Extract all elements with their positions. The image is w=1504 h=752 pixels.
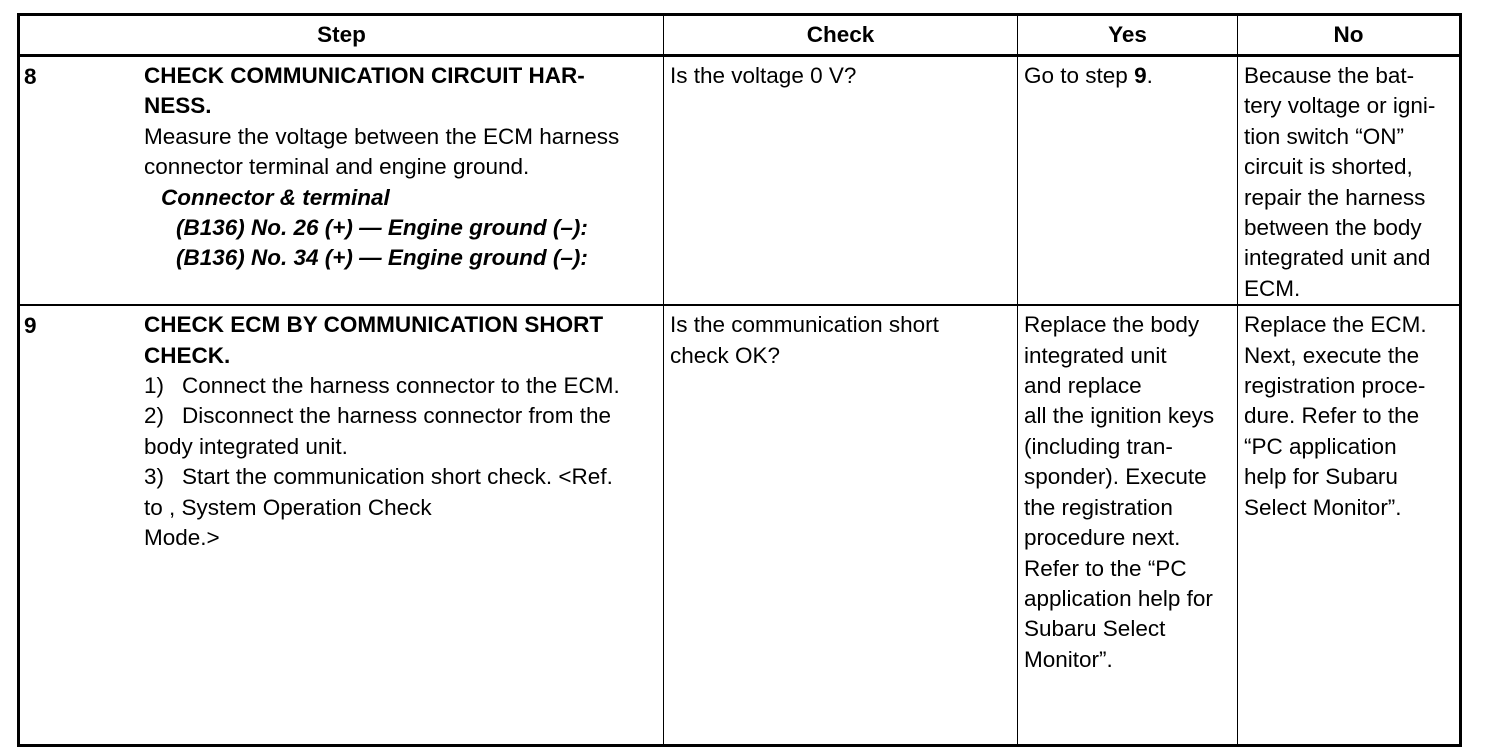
yes-text-line: Replace the body (1024, 312, 1200, 338)
yes-text-line: all the ignition keys (1024, 403, 1215, 429)
yes-text-line: (including tran- (1024, 433, 1173, 459)
yes-step-ref: 9 (1134, 63, 1147, 88)
procedure-step-number: 2) (144, 403, 165, 429)
no-text-line: “PC application (1244, 433, 1397, 459)
no-text-line: registration proce- (1244, 373, 1426, 399)
check-text-line: Is the voltage 0 V? (670, 63, 857, 88)
procedure-step-number: 1) (144, 373, 165, 399)
yes-text-line (1024, 61, 1231, 91)
yes-suffix: . (1146, 63, 1153, 88)
procedure-step-continuation: to , System Operation Check (144, 494, 432, 520)
header-yes: Yes (1018, 15, 1238, 56)
no-text-line: ECM. (1244, 275, 1301, 301)
step-cell (19, 56, 664, 306)
procedure-step-continuation: body integrated unit. (144, 433, 348, 459)
procedure-step-continuation: Mode.> (144, 525, 220, 551)
yes-text-line: sponder). Execute (1024, 464, 1207, 490)
terminal-line: (B136) No. 34 (+) — Engine ground (–): (176, 245, 588, 271)
header-row (19, 15, 1461, 56)
table-row (19, 56, 1461, 306)
connector-heading: Connector & terminal (161, 184, 390, 210)
procedure-step (144, 401, 659, 431)
no-text-line: repair the harness (1244, 184, 1426, 210)
step-number: 8 (24, 64, 37, 89)
header-step: Step (19, 15, 664, 56)
no-text-line: Next, execute the (1244, 342, 1420, 368)
no-text-line: help for Subaru (1244, 464, 1398, 490)
procedure-step (144, 371, 659, 401)
no-text-line: circuit is shorted, (1244, 154, 1413, 180)
yes-prefix: Go to step (1024, 63, 1135, 88)
step-title-line: CHECK. (144, 342, 231, 368)
step-content (144, 57, 663, 274)
no-text-line: Because the bat- (1244, 63, 1415, 88)
step-cell (19, 305, 664, 746)
step-title-line: CHECK ECM BY COMMUNICATION SHORT (144, 312, 604, 338)
yes-cell (1018, 56, 1238, 306)
no-cell (1238, 56, 1461, 306)
yes-text-line: the registration (1024, 494, 1173, 520)
no-text-line: between the body (1244, 215, 1422, 241)
step-number: 9 (24, 313, 37, 339)
yes-text-line: integrated unit (1024, 342, 1167, 368)
yes-text-line: and replace (1024, 373, 1142, 399)
yes-cell (1018, 305, 1238, 746)
procedure-step (144, 462, 659, 492)
step-title-line: CHECK COMMUNICATION CIRCUIT HAR- (144, 63, 585, 88)
header-no: No (1238, 15, 1461, 56)
yes-text-line: Refer to the “PC (1024, 555, 1187, 581)
header-check: Check (664, 15, 1018, 56)
no-text-line: tery voltage or igni- (1244, 93, 1436, 119)
no-cell (1238, 305, 1461, 746)
step-content (144, 306, 663, 553)
check-cell (664, 56, 1018, 306)
no-text-line: Select Monitor”. (1244, 494, 1402, 520)
yes-text-line: application help for (1024, 585, 1213, 611)
procedure-step-text: Connect the harness connector to the ECM. (182, 373, 620, 399)
procedure-step-text: Disconnect the harness connector from the (182, 403, 611, 429)
step-title-line: NESS. (144, 93, 212, 119)
no-text-line: integrated unit and (1244, 245, 1431, 271)
no-text-line: tion switch “ON” (1244, 123, 1405, 149)
check-cell (664, 305, 1018, 746)
procedure-step-number: 3) (144, 464, 165, 490)
table-row (19, 305, 1461, 746)
terminal-line: (B136) No. 26 (+) — Engine ground (–): (176, 215, 588, 241)
check-text-line: check OK? (670, 342, 781, 368)
yes-text-line: procedure next. (1024, 525, 1181, 551)
procedure-step-text: Start the communication short check. <Ref. (182, 464, 613, 490)
step-text-line: Measure the voltage between the ECM harness (144, 123, 620, 149)
yes-text-line: Subaru Select (1024, 616, 1166, 642)
check-text-line: Is the communication short (670, 312, 939, 338)
no-text-line: Replace the ECM. (1244, 312, 1427, 338)
step-text-line: connector terminal and engine ground. (144, 154, 530, 180)
no-text-line: dure. Refer to the (1244, 403, 1420, 429)
diagnostic-table (17, 13, 1462, 747)
yes-text-line: Monitor”. (1024, 646, 1113, 672)
